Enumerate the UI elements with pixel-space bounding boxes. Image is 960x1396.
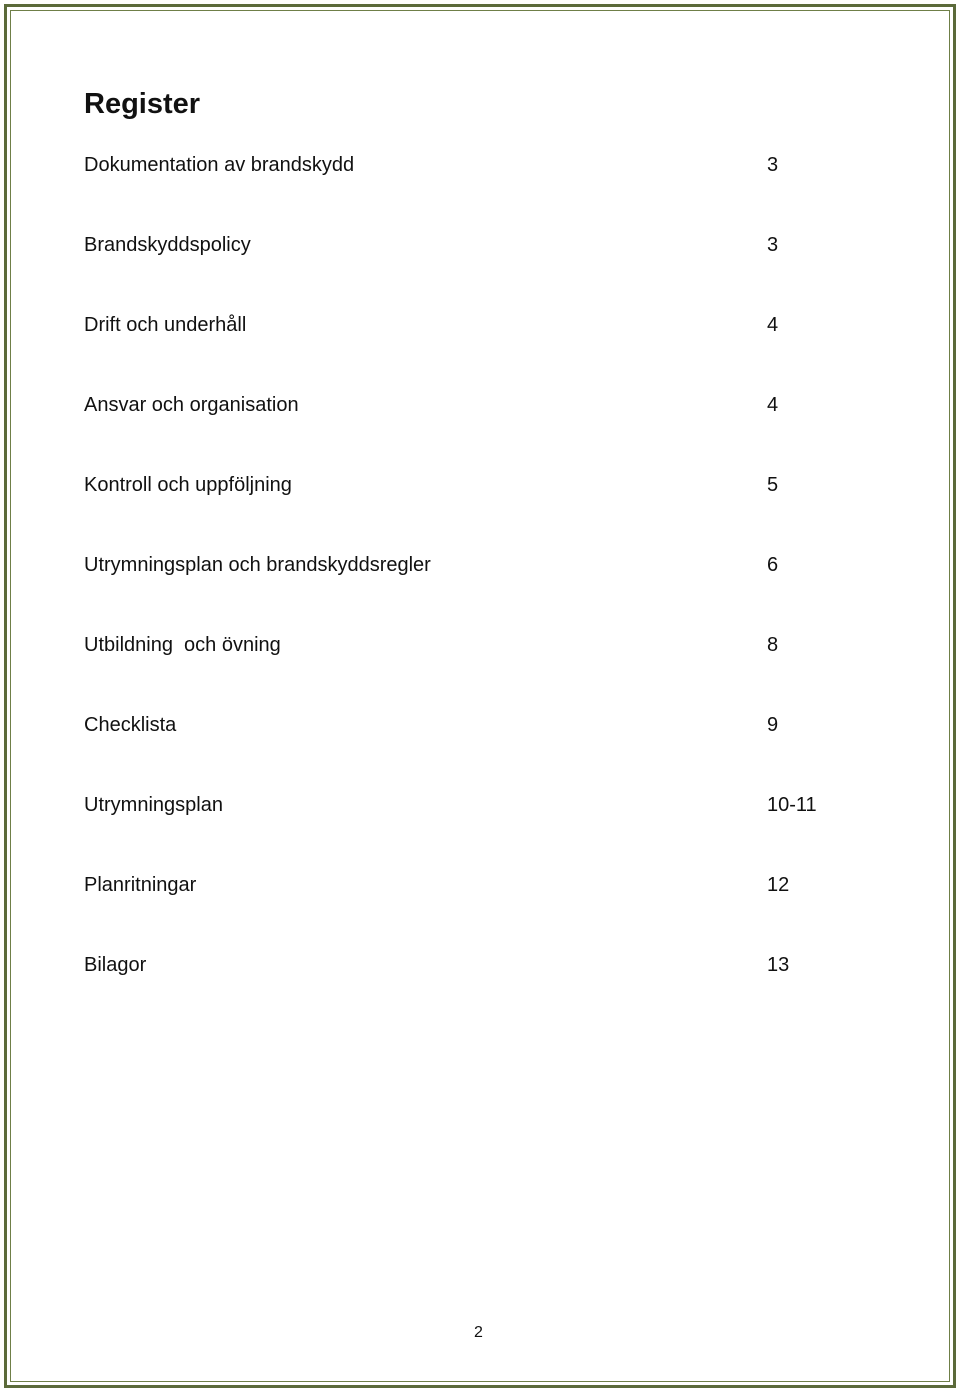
toc-entry [84, 390, 864, 470]
table-of-contents [84, 150, 864, 1030]
toc-entry-label: Dokumentation av brandskydd [84, 154, 355, 176]
toc-entry-label: Utrymningsplan och brandskyddsregler [84, 554, 431, 576]
toc-entry-label: Brandskyddspolicy [84, 234, 251, 256]
toc-entry-page: 6 [767, 554, 779, 576]
toc-entry-page: 12 [767, 874, 790, 896]
toc-entry-label: Checklista [84, 714, 177, 736]
page-number: 2 [474, 1324, 483, 1341]
toc-entry-label: Planritningar [84, 874, 197, 896]
toc-entry-label: Drift och underhåll [84, 314, 247, 336]
toc-entry [84, 150, 864, 230]
toc-entry-label: Bilagor [84, 954, 147, 976]
toc-entry-page: 9 [767, 714, 779, 736]
toc-entry-page: 4 [767, 394, 779, 416]
page-title: Register [84, 88, 201, 120]
toc-entry [84, 790, 864, 870]
toc-entry-label: Ansvar och organisation [84, 394, 299, 416]
toc-entry-page: 13 [767, 954, 790, 976]
toc-entry-label: Utrymningsplan [84, 794, 223, 816]
toc-entry [84, 550, 864, 630]
toc-entry-page: 3 [767, 234, 779, 256]
toc-entry [84, 470, 864, 550]
toc-entry [84, 950, 864, 1030]
toc-entry-page: 5 [767, 474, 779, 496]
toc-entry-page: 4 [767, 314, 779, 336]
toc-entry-page: 3 [767, 154, 779, 176]
toc-entry-page: 8 [767, 634, 779, 656]
toc-entry-label: Kontroll och uppföljning [84, 474, 292, 496]
toc-entry-label: Utbildning och övning [84, 634, 281, 656]
toc-entry [84, 710, 864, 790]
toc-entry [84, 310, 864, 390]
toc-entry [84, 630, 864, 710]
toc-entry [84, 230, 864, 310]
toc-entry [84, 870, 864, 950]
toc-entry-page: 10-11 [767, 794, 817, 816]
